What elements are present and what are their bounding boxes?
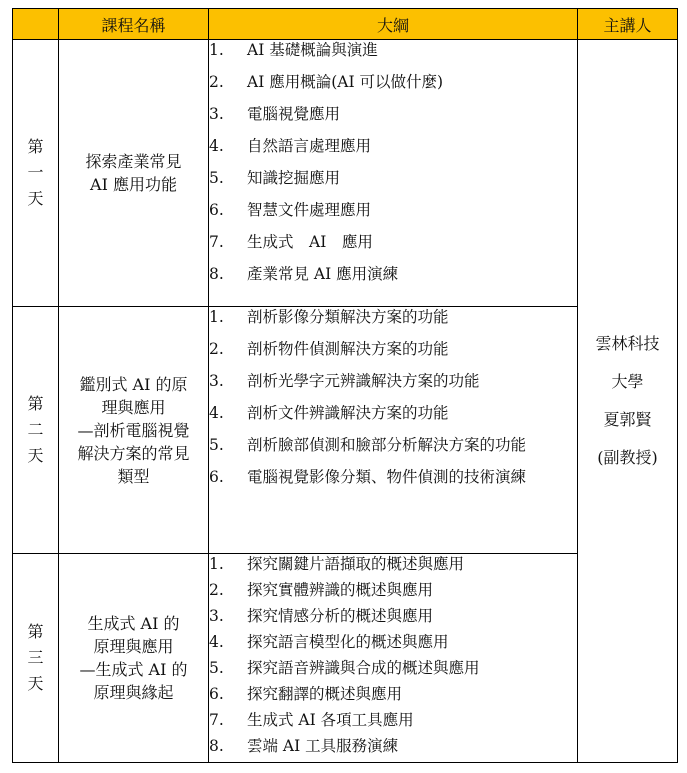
- list-item: 1. AI 基礎概論與演進: [209, 41, 378, 59]
- list-item: 1. 探究關鍵片語擷取的概述與應用: [209, 555, 465, 573]
- day-label-3: 第 三 天: [13, 554, 59, 763]
- list-item: 4. 自然語言處理應用: [209, 137, 372, 155]
- list-item: 8. 雲端 AI 工具服務演練: [209, 737, 399, 755]
- outline-3: [209, 554, 578, 763]
- day-label-1: 第 一 天: [13, 40, 59, 307]
- list-item: 2. 探究實體辨識的概述與應用: [209, 581, 434, 599]
- header-row: [13, 9, 678, 40]
- list-item: 3. 剖析光學字元辨識解決方案的功能: [209, 372, 480, 390]
- list-item: 6. 探究翻譯的概述與應用: [209, 685, 403, 703]
- list-item: 3. 探究情感分析的概述與應用: [209, 607, 434, 625]
- list-item: 5. 探究語音辨識與合成的概述與應用: [209, 659, 480, 677]
- list-item: 1. 剖析影像分類解決方案的功能: [209, 308, 449, 326]
- day-row-1: [13, 40, 678, 307]
- list-item: 5. 剖析臉部偵測和臉部分析解決方案的功能: [209, 436, 527, 454]
- day-label-2: 第 二 天: [13, 307, 59, 554]
- list-item: 3. 電腦視覺應用: [209, 105, 341, 123]
- outline-list-1: [209, 40, 577, 284]
- header-day-cell: [13, 9, 59, 40]
- list-item: 7. 生成式 AI 各項工具應用: [209, 711, 414, 729]
- list-item: 7. 生成式 AI 應用: [209, 233, 373, 251]
- lecturer-cell: 雲林科技 大學 夏郭賢 (副教授): [578, 40, 678, 763]
- outline-list-3: [209, 554, 577, 756]
- list-item: 4. 探究語言模型化的概述與應用: [209, 633, 449, 651]
- outline-1: [209, 40, 578, 307]
- list-item: 5. 知識挖掘應用: [209, 169, 341, 187]
- list-item: 8. 產業常見 AI 應用演練: [209, 265, 399, 283]
- header-outline: 大綱: [209, 9, 578, 40]
- list-item: 6. 智慧文件處理應用: [209, 201, 372, 219]
- outline-list-2: [209, 307, 577, 487]
- list-item: 4. 剖析文件辨識解決方案的功能: [209, 404, 449, 422]
- header-lecturer: 主講人: [578, 9, 678, 40]
- outline-2: [209, 307, 578, 554]
- list-item: 6. 電腦視覺影像分類、物件偵測的技術演練: [209, 468, 527, 486]
- header-course-name: 課程名稱: [59, 9, 209, 40]
- course-name-2: 鑑別式 AI 的原 理與應用 —剖析電腦視覺 解決方案的常見 類型: [59, 307, 209, 554]
- syllabus-table: [12, 8, 678, 763]
- course-name-3: 生成式 AI 的 原理與應用 —生成式 AI 的 原理與緣起: [59, 554, 209, 763]
- course-name-1: 探索產業常見 AI 應用功能: [59, 40, 209, 307]
- list-item: 2. AI 應用概論(AI 可以做什麼): [209, 73, 444, 91]
- list-item: 2. 剖析物件偵測解決方案的功能: [209, 340, 449, 358]
